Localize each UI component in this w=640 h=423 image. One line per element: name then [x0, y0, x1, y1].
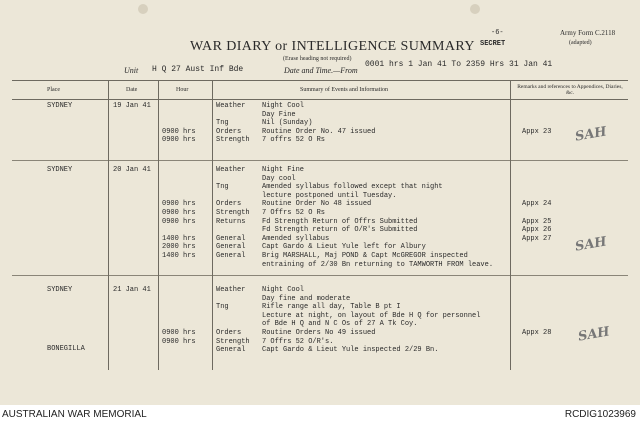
entry-text: Fd Strength Return of Offrs Submitted	[262, 217, 418, 226]
punch-hole	[470, 4, 480, 14]
entry-place: SYDNEY	[47, 286, 73, 294]
entry-category: Weather	[216, 286, 246, 294]
column-header-date: Date	[126, 87, 138, 93]
entry-text: Lecture at night, on layout of Bde H Q for personnel	[262, 311, 481, 320]
entry-hour: 1400 hrs	[162, 252, 196, 260]
entry-appendix-ref: Appx 24	[522, 200, 552, 209]
entry-text: Day fine and moderate	[262, 294, 351, 303]
unit-label: Unit	[124, 66, 139, 75]
column-header-hour: Hour	[176, 87, 189, 93]
entry-category: General	[216, 346, 246, 355]
page-marker: -6-	[491, 29, 504, 37]
signature-initials: SAH	[573, 124, 608, 145]
entry-appendix-ref: Appx 23	[522, 127, 552, 136]
classification-stamp: SECRET	[480, 40, 506, 48]
entry-place: SYDNEY	[47, 102, 73, 110]
entry-hour: 0900 hrs	[162, 209, 196, 217]
entry-text: Routine Orders No 49 issued	[262, 329, 376, 337]
entry-date: 21 Jan 41	[113, 286, 151, 294]
column-header-remarks: Remarks and references to Appendices, Diaries, &c.	[517, 84, 623, 97]
entry-category: Tng	[216, 303, 229, 312]
unit-value: H Q 27 Aust Inf Bde	[152, 65, 244, 74]
entry-text: of Bde H Q and N C Os of 27 A Tk Coy.	[262, 320, 418, 329]
entry-appendix-ref: Appx 28	[522, 329, 552, 337]
entry-category: Tng	[216, 183, 229, 192]
form-note: (adapted)	[569, 40, 592, 46]
entry-category: General	[216, 234, 246, 243]
entry-text: 7 offrs 52 O Rs	[262, 136, 326, 145]
entry-category: Returns	[216, 217, 246, 226]
datetime-label: Date and Time.—From	[284, 66, 358, 75]
entry-category: Strength	[216, 209, 250, 217]
form-name: Army Form C.2118	[560, 29, 616, 37]
entry-appendix-ref: Appx 26	[522, 226, 552, 235]
extra-place: BONEGILLA	[47, 345, 85, 353]
entry-text: 7 Offrs 52 O Rs	[262, 209, 326, 217]
entry-hour: 0900 hrs	[162, 337, 196, 346]
diary-subtitle: (Erase heading not required)	[283, 56, 352, 62]
entry-category: General	[216, 252, 246, 260]
archive-id: RCDIG1023969	[564, 409, 636, 420]
entry-appendix-ref: Appx 27	[522, 234, 552, 243]
entry-text: Capt Gardo & Lieut Yule inspected 2/29 Bn.	[262, 346, 439, 355]
entry-text: Fd Strength return of O/R's Submitted	[262, 226, 418, 235]
entry-hour: 0900 hrs	[162, 136, 196, 145]
entry-category: Strength	[216, 136, 250, 145]
entry-text: Brig MARSHALL, Maj POND & Capt McGREGOR inspected	[262, 252, 468, 260]
entry-date: 19 Jan 41	[113, 102, 151, 110]
entry-category: Strength	[216, 337, 250, 346]
entry-category: Orders	[216, 200, 242, 209]
diary-title: WAR DIARY or INTELLIGENCE SUMMARY	[190, 39, 475, 54]
entry-category: Orders	[216, 127, 242, 136]
column-header-summary: Summary of Events and Information	[300, 87, 388, 93]
entry-appendix-ref: Appx 25	[522, 217, 552, 226]
entry-category: Tng	[216, 119, 229, 128]
signature-initials: SAH	[573, 234, 608, 255]
archive-name: AUSTRALIAN WAR MEMORIAL	[2, 409, 147, 420]
archive-footer	[0, 405, 640, 423]
entry-text: Routine Order No 48 issued	[262, 200, 372, 209]
signature-initials: SAH	[576, 324, 611, 345]
entry-text: Rifle range all day, Table B pt I	[262, 303, 401, 312]
entry-place: SYDNEY	[47, 166, 73, 174]
punch-hole	[138, 4, 148, 14]
entry-text: Routine Order No. 47 issued	[262, 127, 376, 136]
entry-category: Orders	[216, 329, 242, 337]
entry-text: Night Fine	[262, 166, 305, 174]
entry-text: lecture postponed until Tuesday.	[262, 191, 397, 200]
entry-category: General	[216, 243, 246, 252]
entry-category: Weather	[216, 102, 246, 110]
entry-text: Amended syllabus followed except that night	[262, 183, 443, 192]
entry-hour: 0900 hrs	[162, 127, 196, 136]
entry-hour: 1400 hrs	[162, 234, 196, 243]
entry-text: Day cool	[262, 174, 296, 183]
entry-text: Night Cool	[262, 102, 305, 110]
entry-text: Night Cool	[262, 286, 305, 294]
entry-text: Day Fine	[262, 110, 296, 119]
entry-text: entraining of 2/30 Bn returning to TAMWORTH FROM leave.	[262, 260, 494, 269]
entry-text: Amended syllabus	[262, 234, 330, 243]
entry-text: Capt Gardo & Lieut Yule left for Albury	[262, 243, 426, 252]
entry-category: Weather	[216, 166, 246, 174]
entry-hour: 2000 hrs	[162, 243, 196, 252]
entry-hour: 0900 hrs	[162, 200, 196, 209]
entry-text: Nil (Sunday)	[262, 119, 313, 128]
entry-date: 20 Jan 41	[113, 166, 151, 174]
datetime-value: 0001 hrs 1 Jan 41 To 2359 Hrs 31 Jan 41	[365, 60, 553, 69]
entry-hour: 0900 hrs	[162, 217, 196, 226]
column-header-place: Place	[47, 87, 60, 93]
entry-text: 7 Offrs 52 O/R's.	[262, 337, 334, 346]
entry-hour: 0900 hrs	[162, 329, 196, 337]
